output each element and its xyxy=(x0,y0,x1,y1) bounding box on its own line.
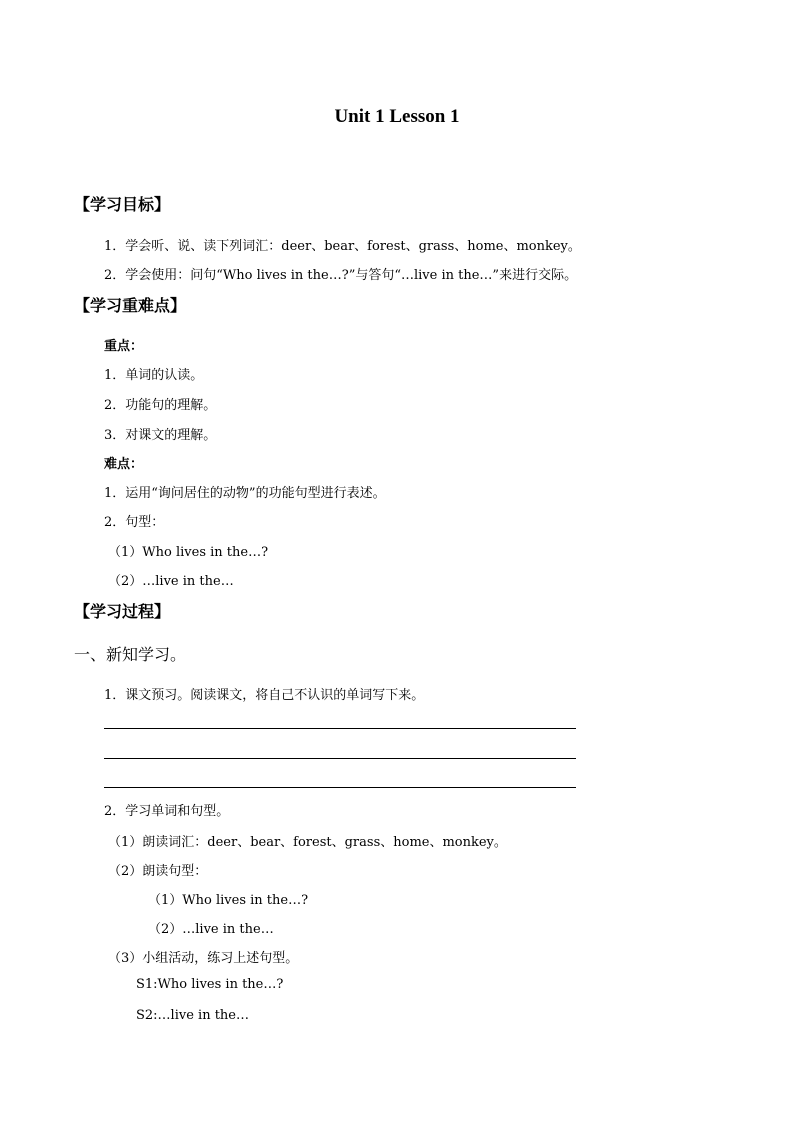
focus-item-1: 1．单词的认读。 xyxy=(104,368,204,383)
difficult-item-2: 2．句型： xyxy=(104,515,165,530)
step2-item-1: （1）朗读词汇：deer、bear、forest、grass、home、monkey。 xyxy=(108,835,507,850)
answer-line-1[interactable] xyxy=(104,728,576,729)
step2-item-2: （2）朗读句型： xyxy=(108,864,208,879)
focus-item-3: 3．对课文的理解。 xyxy=(104,428,217,443)
difficult-item-1: 1．运用“询问居住的动物”的功能句型进行表述。 xyxy=(104,486,386,501)
step1-text: 1．课文预习。阅读课文，将自己不认识的单词写下来。 xyxy=(104,688,425,703)
part1-heading: 一、新知学习。 xyxy=(74,645,187,664)
answer-line-3[interactable] xyxy=(104,787,576,788)
step2-item-3: （1）Who lives in the…? xyxy=(148,893,309,908)
objective-item-1: 1．学会听、说、读下列词汇：deer、bear、forest、grass、home、monkey。 xyxy=(104,239,581,254)
step2-item-5: （3）小组活动，练习上述句型。 xyxy=(108,951,299,966)
difficult-item-4: （2）…live in the… xyxy=(108,574,234,589)
objectives-heading: 【学习目标】 xyxy=(74,195,171,214)
key-points-heading: 【学习重难点】 xyxy=(74,296,187,315)
process-heading: 【学习过程】 xyxy=(74,602,171,621)
step2-text: 2．学习单词和句型。 xyxy=(104,804,230,819)
objective-item-2: 2．学会使用：问句“Who lives in the…?”与答句“…live in the…”来进行交际。 xyxy=(104,268,578,283)
difficult-item-3: （1）Who lives in the…? xyxy=(108,545,269,560)
step2-item-7: S2:…live in the… xyxy=(136,1008,249,1023)
answer-line-2[interactable] xyxy=(104,758,576,759)
difficult-label: 难点： xyxy=(104,457,144,472)
focus-label: 重点： xyxy=(104,339,144,354)
step2-item-6: S1:Who lives in the…? xyxy=(136,977,284,992)
step2-item-4: （2）…live in the… xyxy=(148,922,274,937)
page-title: Unit 1 Lesson 1 xyxy=(334,106,460,127)
focus-item-2: 2．功能句的理解。 xyxy=(104,398,217,413)
